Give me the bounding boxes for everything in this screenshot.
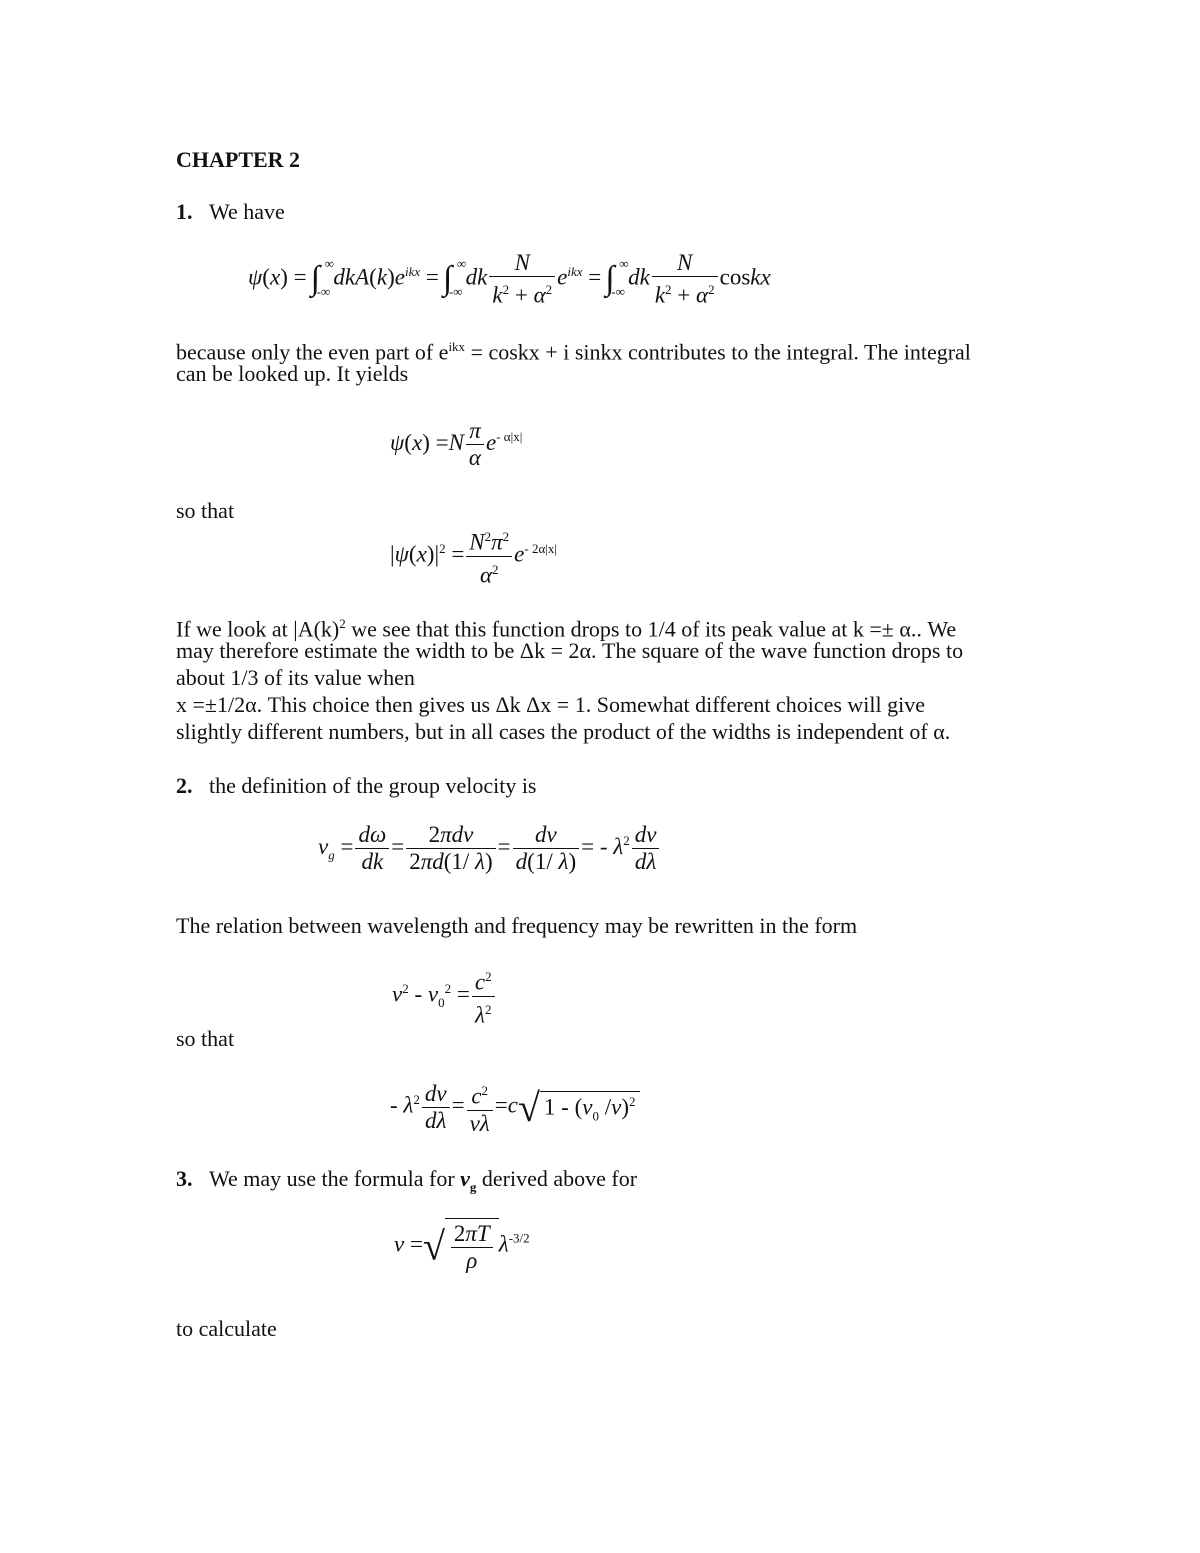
para-l1-text: If we look at |A(k)	[176, 616, 340, 642]
problem-3-to-calc: to calculate	[176, 1316, 277, 1341]
problem-2-so-that: so that	[176, 1026, 235, 1051]
problem-2-intro-text: the definition of the group velocity is	[209, 773, 537, 798]
problem-1-number: 1.	[176, 199, 193, 224]
problem-1-intro-text: We have	[209, 199, 285, 224]
problem-1-so-that: so that	[176, 498, 235, 523]
problem-3-vg: v	[460, 1166, 470, 1191]
para-l1-rest: we see that this function drops to 1/4 of its peak value at k =± α.. We	[345, 616, 957, 642]
equation-psi-result: ψ(x) =N $\frac{\pi}{\alpha}$ $e^{- \alpha|x|}$	[390, 418, 523, 470]
equation-group-velocity-result: - $\lambda^2$ $\frac{d\nu}{d\lambda}$ = $\frac{c^2}{\nu\lambda}$ =c√ $1 - (\nu_0$ /ν)$^2$	[390, 1078, 640, 1137]
equation-dispersion: $\nu^2 - \nu_0^2$ = $\frac{c^2}{\lambda^2}$	[392, 964, 497, 1028]
problem-2-intro	[176, 772, 537, 799]
problem-1-para-l5: slightly different numbers, but in all cases the product of the widths is independent of α.	[176, 719, 951, 744]
equation-psi-integral: ψ(x) = ∫ ∞ -∞ $dkA(k)e^{ikx}$ = ∫ ∞ -∞ dk $\frac{N}{k^2 + \alpha^2}$ $e^{ikx}$ = ∫ ∞ -∞ dk $\frac{N}{k^2 + \alpha^2}$ coskx	[248, 250, 771, 308]
problem-1-intro	[176, 198, 285, 225]
problem-3-number: 3.	[176, 1166, 193, 1191]
para-l1-sup: 2	[339, 616, 346, 631]
problem-3-intro-c: derived above for	[476, 1166, 638, 1191]
problem-1-para-l3: about 1/3 of its value when	[176, 665, 415, 690]
line1-sup: ikx	[448, 339, 466, 354]
problem-1-para-l4: x =±1/2α. This choice then gives us Δk Δx = 1. Somewhat different choices will give	[176, 692, 925, 717]
equation-group-velocity: $v_g$ = $\frac{d\omega}{dk}$ = $\frac{\text{2πdν}}{2\pi d(1/ \lambda)}$ = $\frac{d\nu}{d(1/ \lambda)}$ = - $\lambda^2$ $\frac{d\nu}{d\lambda}$	[318, 822, 661, 875]
problem-1-line2: can be looked up. It yields	[176, 361, 409, 386]
equation-phase-velocity: ν =√ $\frac{2\pi T}{\rho}$ $\lambda^{-3/2}$	[394, 1218, 530, 1274]
line1-text: because only the even part of e	[176, 339, 449, 365]
line1-rest: = coskx + i sinkx contributes to the integral. The integral	[465, 339, 971, 365]
problem-1-para-l2: may therefore estimate the width to be Δk = 2α. The square of the wave function drops to	[176, 638, 964, 663]
chapter-title: CHAPTER 2	[176, 147, 301, 172]
problem-3-vg-sub: g	[469, 1179, 477, 1195]
problem-2-relation: The relation between wavelength and frequency may be rewritten in the form	[176, 913, 858, 938]
problem-3-intro	[176, 1165, 637, 1200]
problem-3-intro-a: We may use the formula for	[209, 1166, 461, 1191]
equation-psi-squared: $|\psi(x)|^2$ = $\frac{N^2\pi^2}{\alpha^2}$ $e^{- 2\alpha|x|}$	[390, 524, 557, 588]
problem-2-number: 2.	[176, 773, 193, 798]
